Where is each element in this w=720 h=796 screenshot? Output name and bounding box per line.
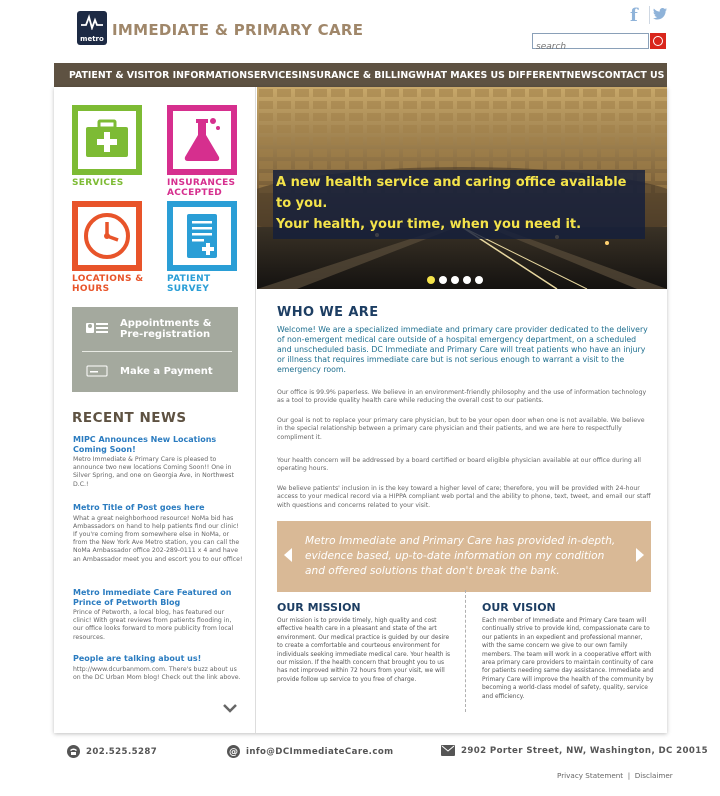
locations-label[interactable] xyxy=(72,274,143,294)
insurances-label[interactable] xyxy=(167,178,235,198)
appointments-label xyxy=(120,318,212,340)
sidebar xyxy=(54,87,256,733)
site-title: IMMEDIATE & PRIMARY CARE xyxy=(112,21,364,39)
carousel-dot[interactable] xyxy=(439,276,447,284)
vision-text: Each member of Immediate and Primary Care team will continually strive to provide kind, compassionate care to our patients in an expedient and professional manner, with the same concern we give to our own family members. The team will work in a cooperative effort with area primary care providers to maintain continuity of care for patients needing same day assistance. Immediate and Primary Care will improve the health of the community by becoming a world-class model of safety, quality, service and efficiency. xyxy=(482,618,654,700)
carousel-dots xyxy=(427,276,483,284)
news-item xyxy=(73,654,243,682)
footer-email-text: info@DCImmediateCare.com xyxy=(246,746,394,757)
news-item-body: http://www.dcurbanmom.com. There's buzz about us on the DC Urban Mom blog! Check out the link above. xyxy=(73,665,241,681)
vision-title: OUR VISION xyxy=(482,601,556,614)
services-tile[interactable] xyxy=(72,105,142,175)
locations-label-line2: HOURS xyxy=(72,284,110,294)
survey-label-line1: PATIENT xyxy=(167,274,211,284)
nav-contact-us[interactable]: CONTACT US xyxy=(597,69,665,81)
insurances-label-line2: ACCEPTED xyxy=(167,188,223,198)
paragraph: We believe patients' inclusion in is the key toward a higher level of care; therefore, you will be provided with 24-hour access to your medical record via a HIPPA compliant web portal and the ability to phone, text, tweet, and email our staff with questions and concerns related to your visit. xyxy=(277,485,651,509)
mission-title: OUR MISSION xyxy=(277,601,361,614)
appointments-line2: Pre-registration xyxy=(120,329,211,340)
heartbeat-icon xyxy=(80,14,104,30)
news-item-body: Prince of Petworth, a local blog, has featured our clinic! With great reviews from patients flooding in, our office looks forward to more publicity from local resources. xyxy=(73,609,234,641)
credit-card-icon xyxy=(86,365,108,377)
carousel-dot[interactable] xyxy=(475,276,483,284)
privacy-statement-link[interactable]: Privacy Statement xyxy=(557,771,624,780)
footer-email[interactable] xyxy=(227,745,394,758)
testimonial-text: Metro Immediate and Primary Care has provided in-depth, evidence based, up-to-date information on my condition and offered solutions that don't break the bank. xyxy=(305,535,616,577)
who-we-are-title: WHO WE ARE xyxy=(277,305,379,320)
make-payment-link[interactable] xyxy=(72,365,238,377)
footer-separator: | xyxy=(627,771,631,780)
carousel-dot[interactable] xyxy=(427,276,435,284)
nav-what-makes-us-different[interactable]: WHAT MAKES US DIFFERENT xyxy=(415,69,567,81)
appointments-line1: Appointments & xyxy=(120,318,212,329)
main-content xyxy=(257,87,667,733)
survey-label[interactable] xyxy=(167,274,210,294)
survey-tile[interactable] xyxy=(167,201,237,271)
recent-news-title: RECENT NEWS xyxy=(72,410,187,426)
news-item xyxy=(73,435,243,489)
medical-kit-icon xyxy=(78,111,136,169)
search-box xyxy=(532,33,649,49)
id-card-icon xyxy=(86,321,108,337)
carousel-dot[interactable] xyxy=(463,276,471,284)
hero-slider[interactable] xyxy=(257,87,667,289)
footer-links xyxy=(557,771,673,780)
appointments-link[interactable] xyxy=(72,318,238,340)
make-payment-label: Make a Payment xyxy=(120,365,213,377)
carousel-dot[interactable] xyxy=(451,276,459,284)
paragraph: Our office is 99.9% paperless. We believe in an environment-friendly philosophy and the use of information technology as a tool to provide quality health care while reducing the overall cost to our patients. xyxy=(277,389,647,405)
clock-icon xyxy=(78,207,136,265)
search-input[interactable] xyxy=(533,40,648,54)
logo[interactable] xyxy=(77,11,107,45)
twitter-icon[interactable] xyxy=(653,8,667,20)
testimonial-slider xyxy=(277,521,651,592)
news-item-title[interactable]: People are talking about us! xyxy=(73,654,202,663)
nav-patient-visitor-info[interactable]: PATIENT & VISITOR INFORMATION xyxy=(69,69,248,81)
footer-address[interactable] xyxy=(441,745,708,756)
appointments-box xyxy=(72,307,238,392)
survey-label-line2: SURVEY xyxy=(167,284,210,294)
news-item xyxy=(73,503,243,564)
news-item-title[interactable]: Metro Title of Post goes here xyxy=(73,503,205,512)
locations-label-line1: LOCATIONS & xyxy=(72,274,144,284)
footer-phone-text: 202.525.5287 xyxy=(86,746,158,757)
paragraph: Your health concern will be addressed by a board certified or board eligible physician available at our office during all operating hours. xyxy=(277,457,642,473)
social-divider xyxy=(649,6,650,24)
insurances-tile[interactable] xyxy=(167,105,237,175)
phone-icon xyxy=(67,745,80,758)
footer-address-text: 2902 Porter Street, NW, Washington, DC 20015 xyxy=(461,745,709,756)
nav-insurance-billing[interactable]: INSURANCE & BILLING xyxy=(298,69,416,81)
hero-line2: Your health, your time, when you need it. xyxy=(276,217,582,232)
welcome-text: Welcome! We are a specialized immediate and primary care provider dedicated to the delivery of non-emergent medical care outside of a hospital emergency department, on a scheduled and unscheduled basis. DC Immediate and Primary Care will treat patients who have an injury or illness that requires immediate care but is not serious enough to warrant a visit to the emergency room. xyxy=(277,325,648,374)
news-item-title[interactable]: Metro Immediate Care Featured on Prince of Petworth Blog xyxy=(73,588,232,607)
content-container xyxy=(54,87,667,733)
paragraph: Our goal is not to replace your primary care physician, but to be your open door when one is not available. We believe in the special relationship between a primary care physician and their patients, and we are here to respectfully compliment it. xyxy=(277,417,645,441)
mission-text: Our mission is to provide timely, high quality and cost effective health care in a pleasant and state of the art environment. Our medical practice is guided by our desire to create a comfortable and courteous environment for individuals seeking immediate medical care. Your health is our mission. If the health concern that brought you to us has not improved within 72 hours from your visit, we will provide follow up service to you free of charge. xyxy=(277,618,451,683)
services-label[interactable]: SERVICES xyxy=(72,178,124,188)
chevron-left-icon[interactable] xyxy=(284,548,292,562)
news-item-title[interactable]: MIPC Announces New Locations Coming Soon! xyxy=(73,435,217,454)
chevron-right-icon[interactable] xyxy=(636,548,644,562)
at-sign-icon xyxy=(227,745,240,758)
flask-icon xyxy=(173,111,231,169)
clipboard-icon xyxy=(173,207,231,265)
main-nav xyxy=(54,63,667,87)
news-item-body: Metro Immediate & Primary Care is pleased to announce two new locations Coming Soon!! One in Silver Spring, and one on Georgia Ave, in Northwest D.C.! xyxy=(73,456,234,488)
logo-text: metro xyxy=(80,35,104,43)
footer-phone[interactable] xyxy=(67,745,157,758)
svg-text:@: @ xyxy=(229,747,238,758)
nav-news[interactable]: NEWS xyxy=(566,69,598,81)
hero-caption xyxy=(273,170,645,239)
nav-services[interactable]: SERVICES xyxy=(247,69,299,81)
envelope-icon xyxy=(441,745,455,756)
facebook-icon[interactable]: f xyxy=(630,5,638,26)
appointments-divider xyxy=(82,351,232,352)
hero-line1: A new health service and caring office available to you. xyxy=(276,175,627,211)
chevron-down-icon[interactable] xyxy=(222,703,238,713)
disclaimer-link[interactable]: Disclaimer xyxy=(634,771,673,780)
insurances-label-line1: INSURANCES xyxy=(167,178,236,188)
search-button[interactable] xyxy=(650,33,666,49)
news-item xyxy=(73,588,243,642)
news-item-body: What a great neighborhood resource! NoMa bid has Ambassadors on hand to help patients find our clinic! If you're coming from somewhere else in NoMa, or from the New York Ave Metro station, you can call the NoMa Ambassador office 202-289-0111 x 4 and have an Ambassador meet you and escort you to our office! xyxy=(73,514,243,563)
column-divider xyxy=(465,590,466,712)
locations-tile[interactable] xyxy=(72,201,142,271)
